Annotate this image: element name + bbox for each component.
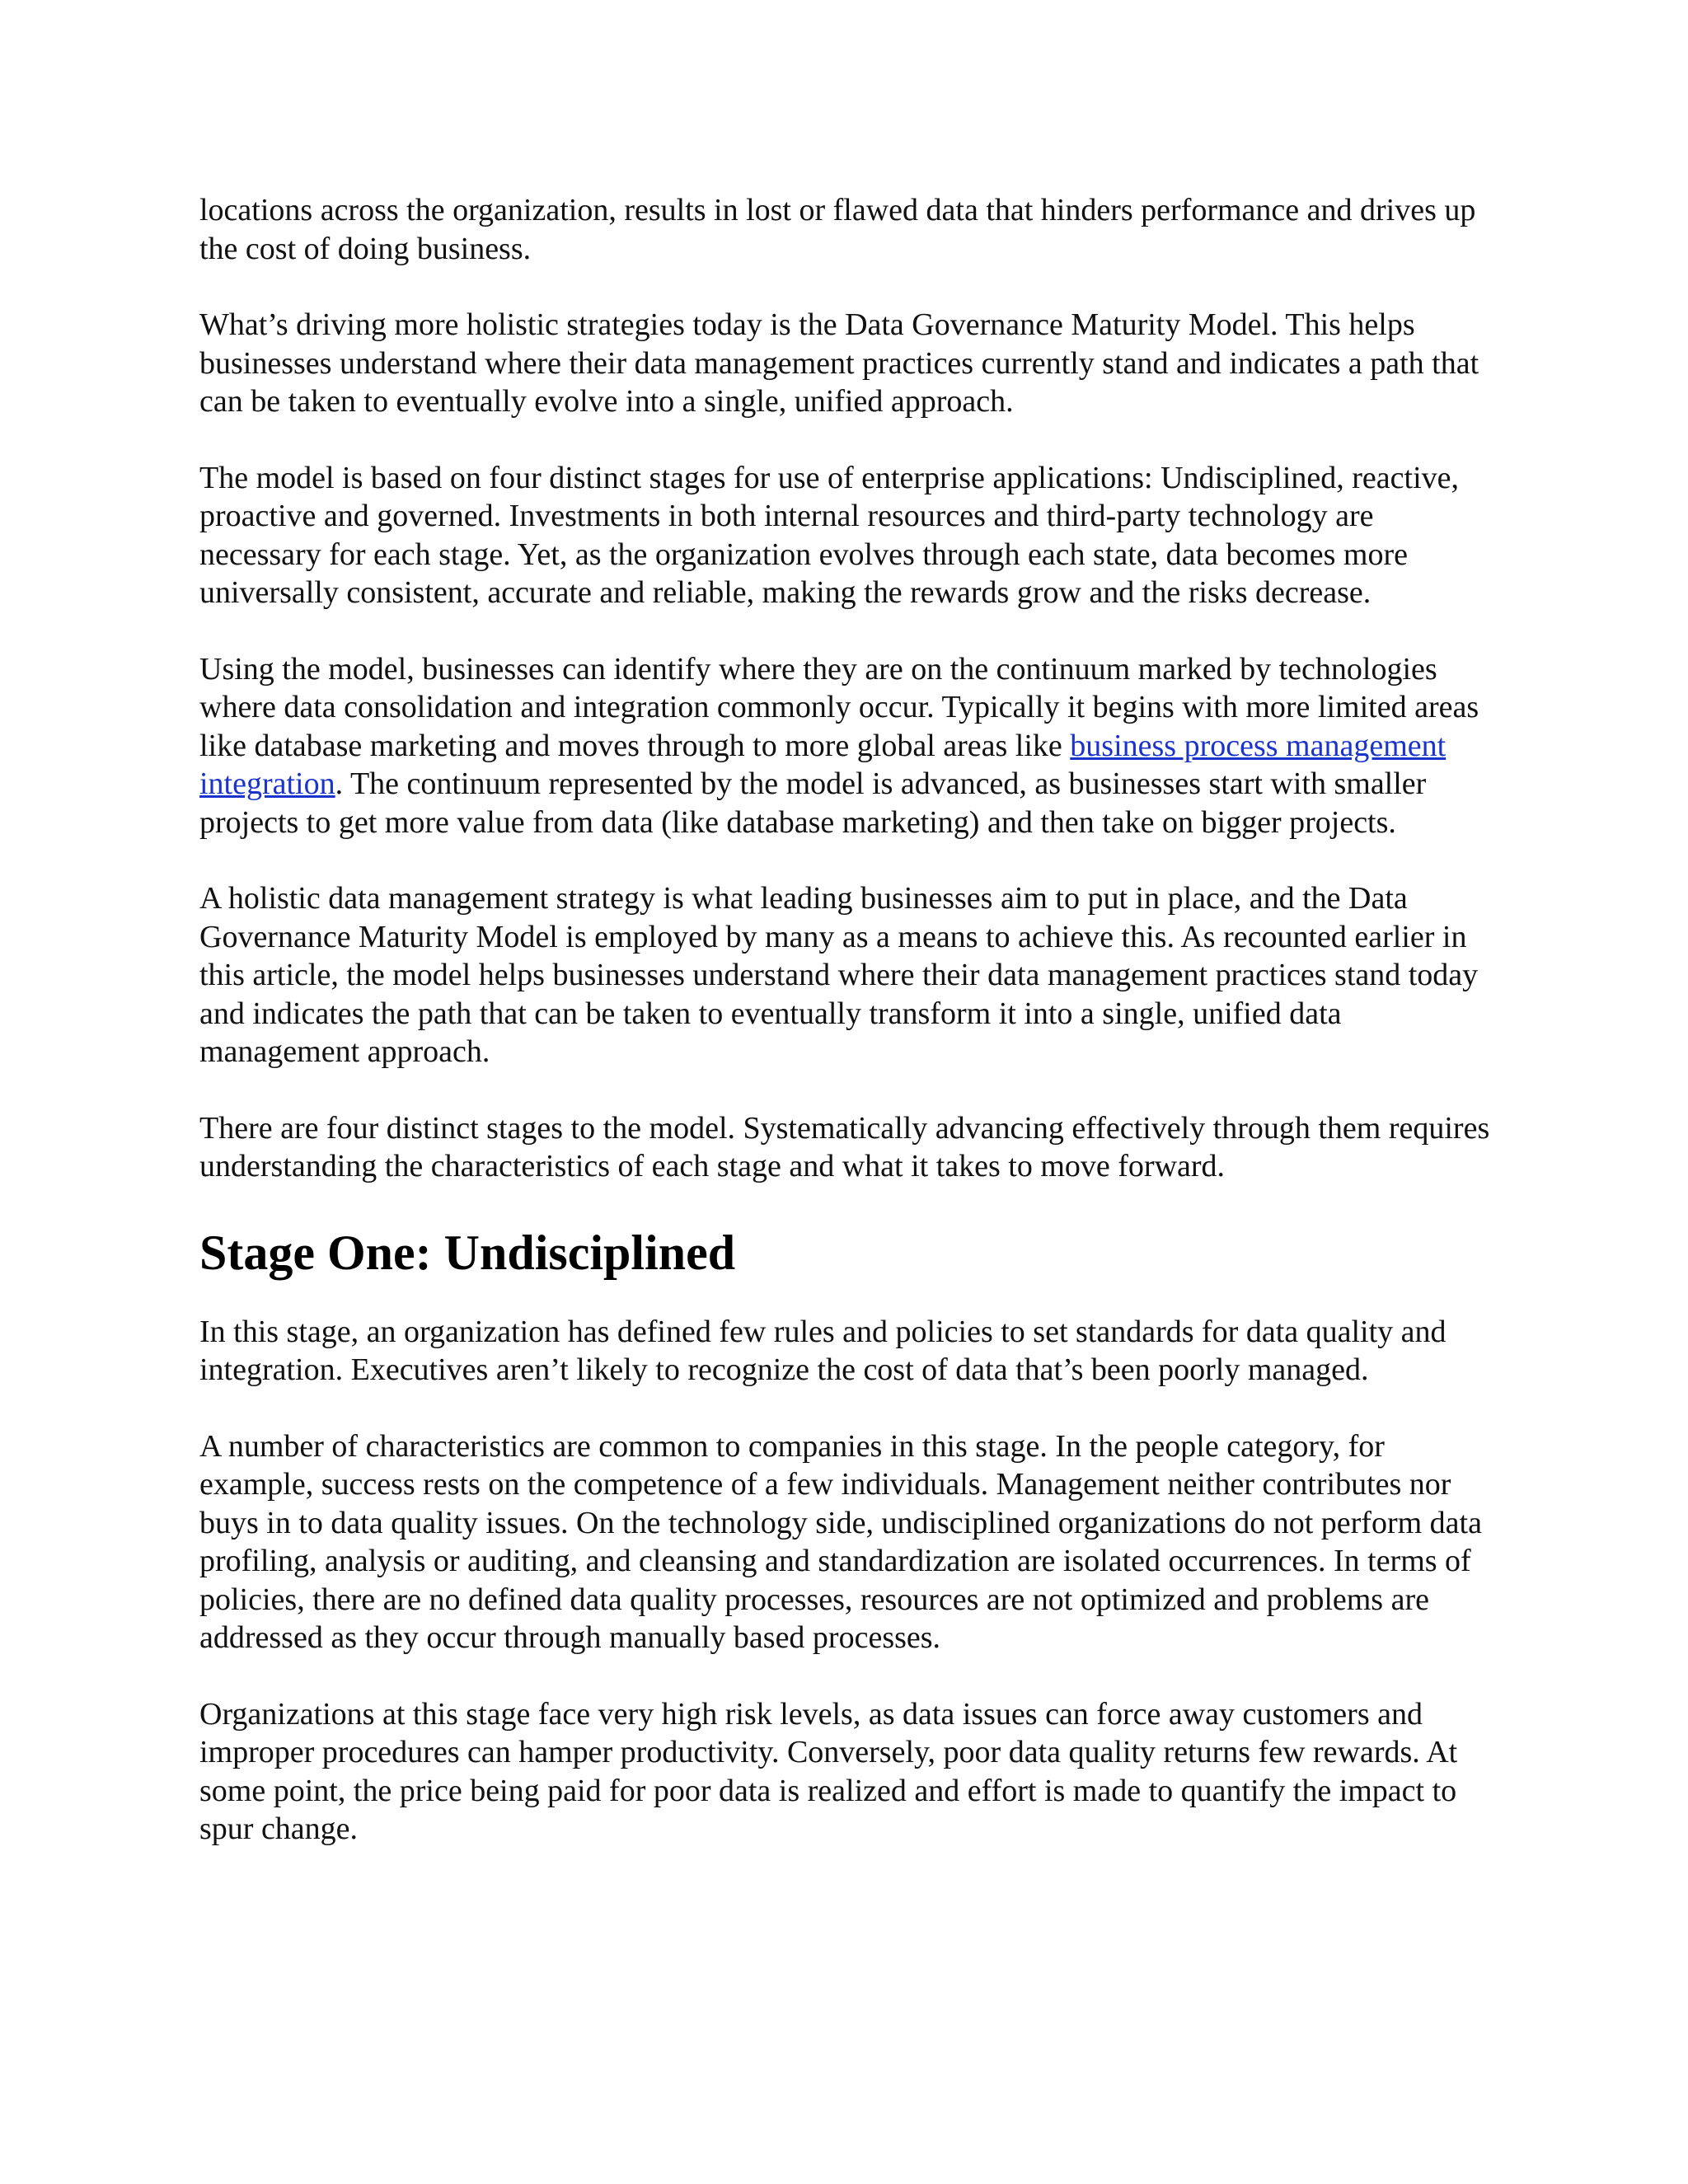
paragraph-maturity-model-intro: What’s driving more holistic strategies today is the Data Governance Maturity Model. This helps businesses understand where their data management practices currently stand and indicates a path that can be taken to eventually evolve into a single, unified approach.: [199, 307, 1479, 419]
business-process-management-link[interactable]: business process management integration: [199, 728, 1447, 801]
paragraph-four-distinct-stages: There are four distinct stages to the model. Systematically advancing effectively through them requires understanding the characteristics of each stage and what it takes to move forward.: [199, 1110, 1490, 1183]
continuum-text-after-link: . The continuum represented by the model is advanced, as businesses start with smaller projects to get more value from data (like database marketing) and then take on bigger projects.: [199, 766, 1427, 840]
document-page: [199, 191, 1493, 1886]
continuum-text-before-link: Using the model, businesses can identify where they are on the continuum marked by technologies where data consolidation and integration commonly occur. Typically it begins with more limited areas like database marketing and moves through to more global areas like: [199, 651, 1479, 763]
paragraph-stage-one-definition: In this stage, an organization has defined few rules and policies to set standards for data quality and integration. Executives aren’t likely to recognize the cost of data that’s been poorly managed.: [199, 1314, 1447, 1387]
section-heading-stage-one: Stage One: Undisciplined: [199, 1225, 736, 1280]
paragraph-holistic-strategy: A holistic data management strategy is what leading businesses aim to put in place, and the Data Governance Maturity Model is employed by many as a means to achieve this. As recounted earlier in this article, the model helps businesses understand where their data management practices stand today and indicates the path that can be taken to eventually transform it into a single, unified data management approach.: [199, 881, 1479, 1069]
paragraph-continuum: [199, 650, 1493, 842]
paragraph-stage-one-risks: Organizations at this stage face very high risk levels, as data issues can force away customers and improper procedures can hamper productivity. Conversely, poor data quality returns few rewards. At some point, the price being paid for poor data is realized and effort is made to quantify the impact to spur change.: [199, 1696, 1458, 1846]
paragraph-cost-of-business: locations across the organization, results in lost or flawed data that hinders performance and drives up the cost of doing business.: [199, 193, 1476, 266]
paragraph-stage-one-characteristics: A number of characteristics are common to companies in this stage. In the people category, for example, success rests on the competence of a few individuals. Management neither contributes nor buys in to data quality issues. On the technology side, undisciplined organizations do not perform data profiling, analysis or auditing, and cleansing and standardization are isolated occurrences. In terms of policies, there are no defined data quality processes, resources are not optimized and problems are addressed as they occur through manually based processes.: [199, 1428, 1482, 1655]
paragraph-four-stages: The model is based on four distinct stages for use of enterprise applications: Undisciplined, reactive, proactive and governed. Investments in both internal resources and third-party technology are necessary for each stage. Yet, as the organization evolves through each state, data becomes more universally consistent, accurate and reliable, making the rewards grow and the risks decrease.: [199, 460, 1460, 610]
